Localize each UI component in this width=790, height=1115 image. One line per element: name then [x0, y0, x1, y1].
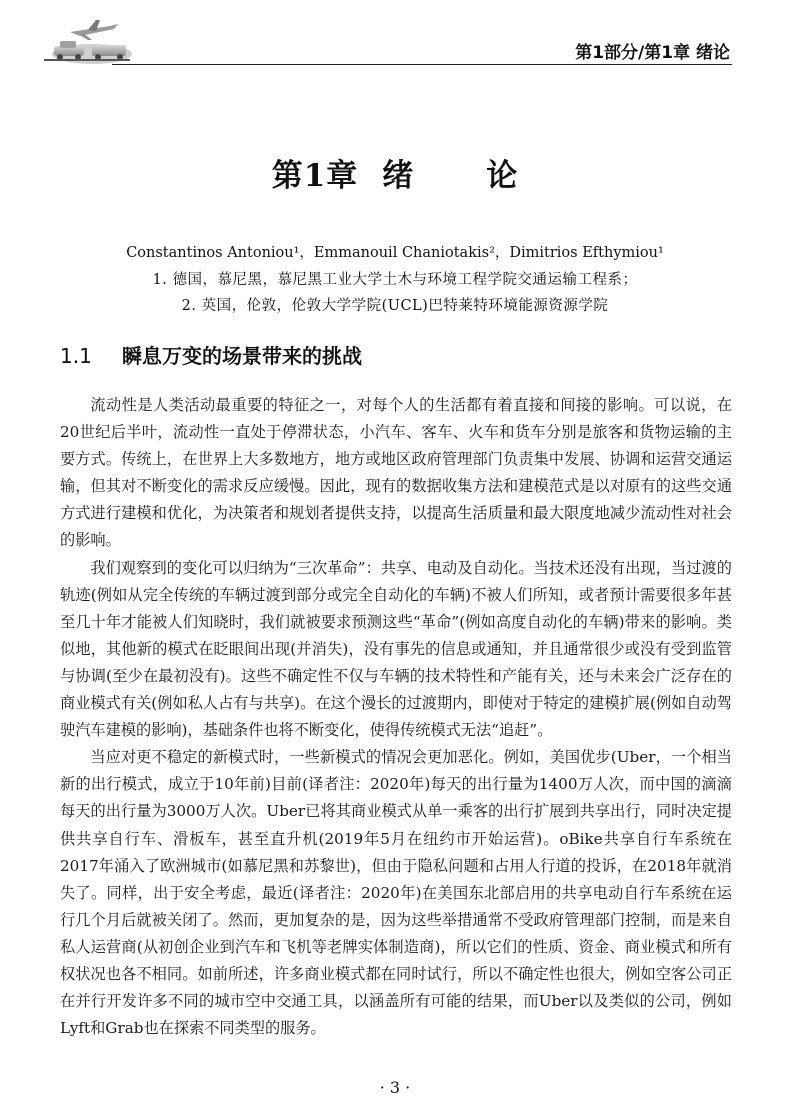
chapter-title-part1: 绪: [382, 158, 415, 194]
paragraph: 流动性是人类活动最重要的特征之一，对每个人的生活都有着直接和间接的影响。可以说，在20世纪后半叶，流动性一直处于停滞状态，小汽车、客车、火车和货车分别是旅客和货物运输的主要方式。传统上，在世界上大多数地方，地方或地区政府管理部门负责集中发展、协调和运营交通运输，但其对不断变化的需求反应缓慢。因此，现有的数据收集方法和建模范式是以对原有的这些交通方式进行建模和优化，为决策者和规划者提供支持，以提高生活质量和最大限度地减少流动性对社会的影响。: [60, 396, 732, 550]
body-text: [60, 392, 732, 1042]
page-header: [0, 0, 790, 70]
chapter-number: 第1章: [271, 158, 359, 194]
chapter-title-part2: 论: [486, 158, 519, 194]
page-number: · 3 ·: [379, 1078, 411, 1097]
header-rule: [112, 64, 732, 65]
section-number: 1.1: [60, 344, 92, 368]
paragraph: 我们观察到的变化可以归纳为“三次革命”：共享、电动及自动化。当技术还没有出现，当过渡的轨迹(例如从完全传统的车辆过渡到部分或完全自动化的车辆)不被人们所知，或者预计需要很多年甚至几十年才能被人们知晓时，我们就被要求预测这些“革命”(例如高度自动化的车辆)带来的影响。类似地，其他新的模式在眨眼间出现(并消失)，没有事先的信息或通知，并且通常很少或没有受到监管与协调(至少在最初没有)。这些不确定性不仅与车辆的技术特性和产能有关，还与未来会广泛存在的商业模式有关(例如私人占有与共享)。在这个漫长的过渡期内，即使对于特定的建模扩展(例如自动驾驶汽车建模的影响)，基础条件也将不断变化，使得传统模式无法“追赶”。: [60, 558, 732, 740]
author-list: Constantinos Antoniou¹，Emmanouil Chaniotakis²，Dimitrios Efthymiou¹: [126, 245, 664, 261]
paragraph: 当应对更不稳定的新模式时，一些新模式的情况会更加恶化。例如，美国优步(Uber，一个相当新的出行模式，成立于10年前)目前(译者注：2020年)每天的出行量为1400万人次，而中国的滴滴每天的出行量为3000万人次。Uber已将其商业模式从单一乘客的出行扩展到共享出行，同时决定提供共享自行车、滑板车，甚至直升机(2019年5月在纽约市开始运营)。oBike共享自行车系统在2017年涌入了欧洲城市(如慕尼黑和苏黎世)，但由于隐私问题和占用人行道的投诉，在2018年就消失了。同样，出于安全考虑，最近(译者注：2020年)在美国东北部启用的共享电动自行车系统在运行几个月后就被关闭了。然而，更加复杂的是，因为这些举措通常不受政府管理部门控制，而是来自私人运营商(从初创企业到汽车和飞机等老牌实体制造商)，所以它们的性质、资金、商业模式和所有权状况也各不相同。如前所述，许多商业模式都在同时试行，所以不确定性也很大，例如空客公司正在并行开发许多不同的城市空中交通工具，以涵盖所有可能的结果，而Uber以及类似的公司，例如Lyft和Grab也在探索不同类型的服务。: [60, 748, 732, 1038]
affiliation-2: 2. 英国，伦敦，伦敦大学学院(UCL)巴特莱特环境能源资源学院: [181, 298, 609, 314]
section-heading: [60, 340, 362, 369]
section-title: 瞬息万变的场景带来的挑战: [122, 344, 362, 368]
transport-logo-icon: [40, 12, 136, 66]
chapter-title: [0, 150, 790, 195]
affiliation-1: 1. 德国，慕尼黑，慕尼黑工业大学土木与环境工程学院交通运输工程系；: [152, 272, 638, 288]
running-header-title: 第1部分/第1章 绪论: [575, 43, 730, 63]
